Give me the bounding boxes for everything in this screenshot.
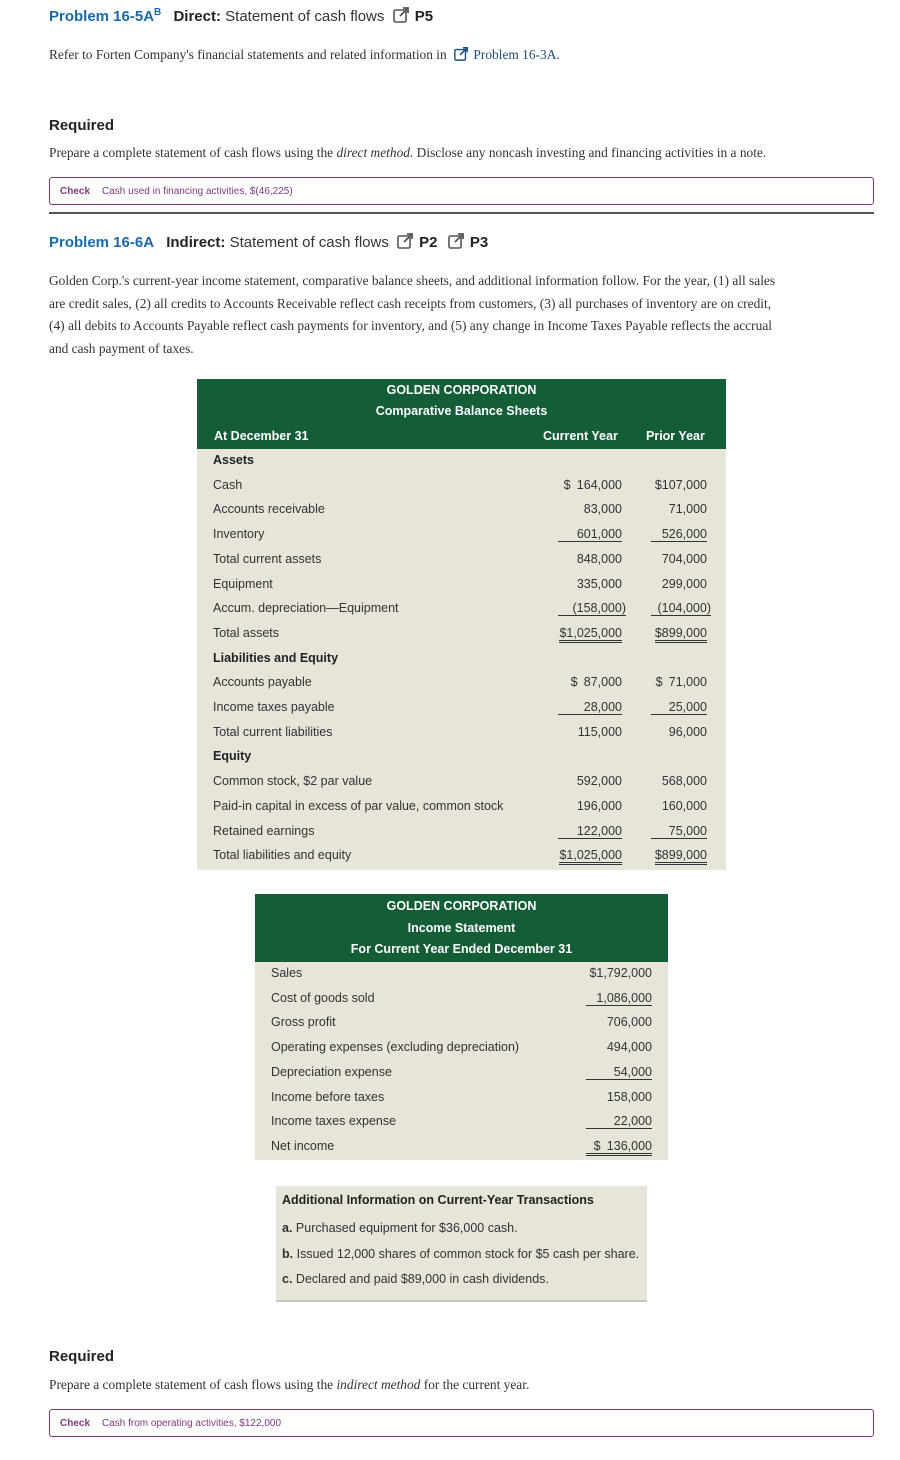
comparative-balance-sheet (197, 379, 726, 870)
problem-16-5a-heading (49, 6, 433, 25)
table-row: Operating expenses (excluding depreciation) 494,000 (271, 1040, 652, 1055)
table-row: Paid-in capital in excess of par value, common stock 196,000 160,000 (213, 798, 707, 813)
required-heading: Required (49, 117, 115, 134)
check-label: Check (60, 185, 91, 197)
table-row: Total current liabilities 115,000 96,000 (213, 724, 707, 739)
table-row: Total assets $1,025,000 $899,000 (197, 622, 726, 647)
table-row: Income before taxes 158,000 (271, 1089, 652, 1104)
table-row: Common stock, $2 par value 592,000 568,000 (213, 774, 707, 789)
table-row: Sales $1,792,000 (271, 966, 652, 980)
table-row: Depreciation expense 54,000 (271, 1064, 652, 1079)
table-row: Gross profit 706,000 (271, 1015, 652, 1030)
table-row: Assets (213, 453, 254, 467)
learning-objective-p2: P2 (419, 234, 438, 251)
table-row: Liabilities and Equity (213, 650, 339, 665)
table-row: Cash $ 164,000 $107,000 (213, 477, 707, 492)
external-link-icon[interactable] (448, 232, 465, 249)
check-answer-box (49, 1409, 874, 1437)
column-date-label: At December 31 (214, 429, 309, 443)
company-name: GOLDEN CORPORATION (386, 383, 537, 397)
table-row: Retained earnings 122,000 75,000 (213, 823, 707, 838)
table-row: Inventory 601,000 526,000 (213, 527, 707, 542)
list-item: b. Issued 12,000 shares of common stock for $5 cash per share. (282, 1247, 640, 1261)
table-row: Accounts payable $ 87,000 $ 71,000 (213, 675, 707, 690)
external-link-icon[interactable] (393, 6, 410, 23)
check-answer-box (49, 177, 874, 205)
problem-16-6a-heading (49, 232, 488, 251)
reference-text: Refer to Forten Company's financial statements and related information in (49, 47, 447, 62)
balance-sheet-header (197, 379, 726, 449)
list-item: c. Declared and paid $89,000 in cash dividends. (282, 1272, 549, 1286)
problem-number: Problem 16-6A (49, 234, 155, 251)
column-current-year: Current Year (543, 429, 618, 443)
table-row: Income taxes expense 22,000 (271, 1114, 652, 1129)
company-name: GOLDEN CORPORATION (386, 899, 537, 913)
external-link-icon[interactable] (454, 46, 469, 61)
income-statement (255, 894, 668, 1160)
required-text: Prepare a complete statement of cash flows using the direct method. Disclose any noncash investing and financing activities in a note. (49, 145, 767, 160)
problem-description: Statement of cash flows (229, 234, 389, 251)
table-row: Total current assets 848,000 704,000 (213, 551, 707, 566)
problem-kind: Direct: (173, 8, 221, 25)
statement-period: For Current Year Ended December 31 (350, 942, 573, 956)
required-text: Prepare a complete statement of cash flows using the indirect method for the current year. (49, 1377, 530, 1392)
additional-information-box (276, 1186, 647, 1302)
table-row: Equipment 335,000 299,000 (213, 576, 707, 591)
problem-number: Problem $16-5A^B$ (49, 7, 162, 25)
check-label: Check (60, 1417, 91, 1429)
list-item: a. Purchased equipment for $36,000 cash. (282, 1221, 518, 1235)
problem-16-5a-reference: Refer to Forten Company's financial statements and related information in Problem 16-3A. (49, 47, 560, 62)
table-row: Cost of goods sold 1,086,000 (271, 990, 652, 1005)
balance-sheet-body (197, 449, 726, 870)
table-row: Net income $ 136,000 (255, 1135, 668, 1160)
table-row: Accounts receivable 83,000 71,000 (213, 502, 707, 517)
problem-16-3a-link[interactable]: Problem 16-3A (473, 47, 557, 62)
learning-objective: P5 (414, 8, 434, 25)
column-prior-year: Prior Year (646, 429, 705, 443)
table-row: Income taxes payable 28,000 25,000 (213, 700, 707, 714)
check-text: Cash used in financing activities, $(46,225) (102, 185, 293, 197)
problem-kind: Indirect: (166, 234, 226, 251)
statement-title: Income Statement (407, 921, 516, 935)
check-text: Cash from operating activities, $122,000 (102, 1417, 282, 1429)
learning-objective-p3: P3 (469, 234, 489, 251)
additional-info-heading: Additional Information on Current-Year Transactions (282, 1193, 594, 1207)
required-heading: Required (49, 1348, 115, 1365)
problem-description: Statement of cash flows (225, 8, 385, 25)
table-row: Accum. depreciation—Equipment (158,000) (104,000) (213, 601, 711, 616)
table-row: Total liabilities and equity $1,025,000 $899,000 (197, 844, 726, 869)
section-divider (49, 212, 874, 214)
income-statement-header (255, 894, 668, 962)
table-row: Equity (213, 749, 252, 764)
external-link-icon[interactable] (397, 232, 414, 249)
statement-title: Comparative Balance Sheets (375, 404, 548, 418)
problem-16-6a-intro: Golden Corp.'s current-year income statement, comparative balance sheets, and additional information follow. For the year, (1) all sales are credit sales, (2) all credits to Accounts Receivable reflect cash receipts from customers, (3) all purchases of inventory are on credit, (4) all debits to Accounts Payable reflect cash payments for inventory, and (5) any change in Income Taxes Payable reflects the accrual and cash payment of taxes. (49, 273, 776, 356)
income-statement-body (255, 962, 668, 1160)
